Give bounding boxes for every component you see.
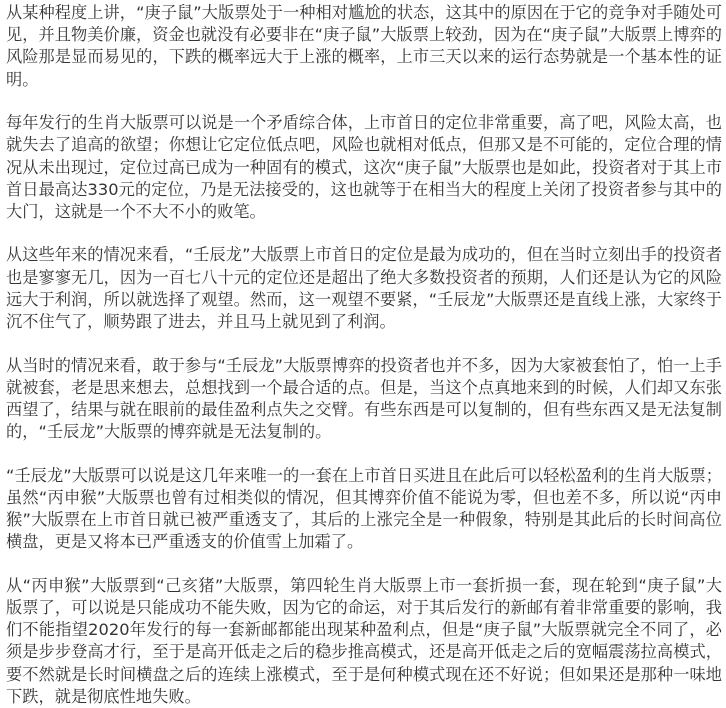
paragraph-intro: 从某种程度上讲，“庚子鼠”大版票处于一种相对尴尬的状态，这其中的原因在于它的竞争对手随处可见，并且物美价廉，资金也就没有必要非在“庚子鼠”大版票上较劲，因为在“庚子鼠”大版票上博弈的风险那是显而易见的，下跌的概率远大于上涨的概率，上市三天以来的运行态势就是一个基本性的证明。 xyxy=(6,3,722,89)
paragraph-conclusion: 从“丙申猴”大版票到“己亥猪”大版票，第四轮生肖大版票上市一套折损一套，现在轮到“庚子鼠”大版票了，可以说是只能成功不能失败，因为它的命运，对于其后发行的新邮有着非常重要的影响，我们不能指望2020年发行的每一套新邮都能出现某种盈利点，但是“庚子鼠”大版票就完全不同了，必须是步步登高才行，至于是高开低走之后的稳步推高模式，还是高开低走之后的宽幅震荡拉高模式，要不然就是长时间横盘之后的连续上涨模式，至于是何种模式现在还不好说；但如果还是那种一味地下跌，就是彻底性地失败。 xyxy=(6,575,722,706)
paragraph-bingshen-monkey: “壬辰龙”大版票可以说是这几年来唯一的一套在上市首日买进且在此后可以轻松盈利的生肖大版票；虽然“丙申猴”大版票也曾有过相类似的情况，但其博弈价值不能说为零，但也差不多，所以说“丙申猴”大版票在上市首日就已被严重透支了，其后的上涨完全是一种假象，特别是其此后的长时间高位横盘，更是又将本已严重透支的价值雪上加霜了。 xyxy=(6,465,722,552)
paragraph-renchen-dragon: 从这些年来的情况来看，“壬辰龙”大版票上市首日的定位是最为成功的，但在当时立刻出手的投资者也是寥寥无几，因为一百七八十元的定位还是超出了绝大多数投资者的预期，人们还是认为它的风险远大于利润，所以就选择了观望。然而，这一观望不要紧，“壬辰龙”大版票还是直线上涨，大家终于沉不住气了，顺势跟了进去，并且马上就见到了利润。 xyxy=(6,245,722,332)
paragraph-participation: 从当时的情况来看，敢于参与“壬辰龙”大版票博弈的投资者也并不多，因为大家被套怕了，怕一上手就被套，老是思来想去，总想找到一个最合适的点。但是，当这个点真地来到的时候，人们却又东张西望了，结果与就在眼前的最佳盈利点失之交臂。有些东西是可以复制的，但有些东西又是无法复制的，“壬辰龙”大版票的博弈就是无法复制的。 xyxy=(6,355,722,442)
paragraph-contradiction: 每年发行的生肖大版票可以说是一个矛盾综合体，上市首日的定位非常重要，高了吧，风险太高，也就失去了追高的欲望；你想让它定位低点吧，风险也就相对低点，但那又是不可能的，定位合理的情况从未出现过，定位过高已成为一种固有的模式，这次“庚子鼠”大版票也是如此，投资者对于其上市首日最高达330元的定位，乃是无法接受的，这也就等于在相当大的程度上关闭了投资者参与其中的大门，这就是一个不大不小的败笔。 xyxy=(6,113,722,221)
